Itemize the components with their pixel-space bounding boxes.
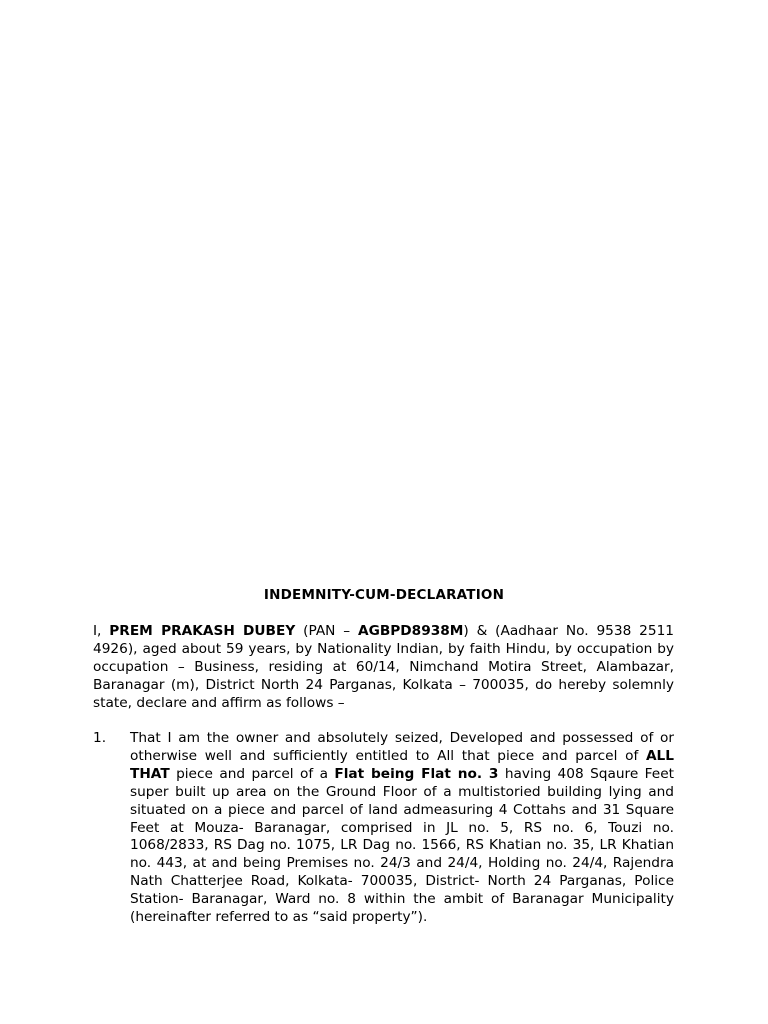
clause-text-before: That I am the owner and absolutely seized, Developed and possessed of or otherwise well and sufficiently entitled to All that piece and parcel of	[130, 730, 674, 764]
pan-open-text: (PAN –	[295, 623, 359, 639]
clause-text-middle: piece and parcel of a	[169, 765, 335, 782]
intro-prefix: I,	[93, 623, 110, 639]
declarant-name: PREM PRAKASH DUBEY	[109, 623, 296, 639]
clause-number: 1.	[93, 730, 107, 746]
clause-text	[130, 730, 674, 927]
intro-body-text: ) & (Aadhaar No. 9538 2511 4926), aged about 59 years, by Nationality Indian, by faith Hindu, by occupation by occupation – Business, residing at 60/14, Nimchand Motira Street, Alambazar, Baranagar (m), District North 24 Parganas, Kolkata – 700035, do hereby solemnly state, declare and affirm as follows –	[93, 623, 675, 711]
clause-bold-flat: Flat being Flat no. 3	[334, 765, 499, 782]
intro-paragraph	[93, 623, 674, 713]
pan-number: AGBPD8938M	[358, 623, 464, 639]
clause-item	[93, 730, 674, 927]
clause-text-after: having 408 Sqaure Feet super built up area on the Ground Floor of a multistoried building lying and situated on a piece and parcel of land admeasuring 4 Cottahs and 31 Square Feet at Mouza- Baranagar, comprised in JL no. 5, RS no. 6, Touzi no. 1068/2833, RS Dag no. 1075, LR Dag no. 1566, RS Khatian no. 35, LR Khatian no. 443, at and being Premises no. 24/3 and 24/4, Holding no. 24/4, Rajendra Nath Chatterjee Road, Kolkata- 700035, District- North 24 Parganas, Police Station- Baranagar, Ward no. 8 within the ambit of Baranagar Municipality (hereinafter referred to as “said property”).	[130, 765, 674, 926]
document-title: INDEMNITY-CUM-DECLARATION	[263, 587, 505, 603]
clause-bold-all-that: ALL THAT	[130, 747, 674, 782]
